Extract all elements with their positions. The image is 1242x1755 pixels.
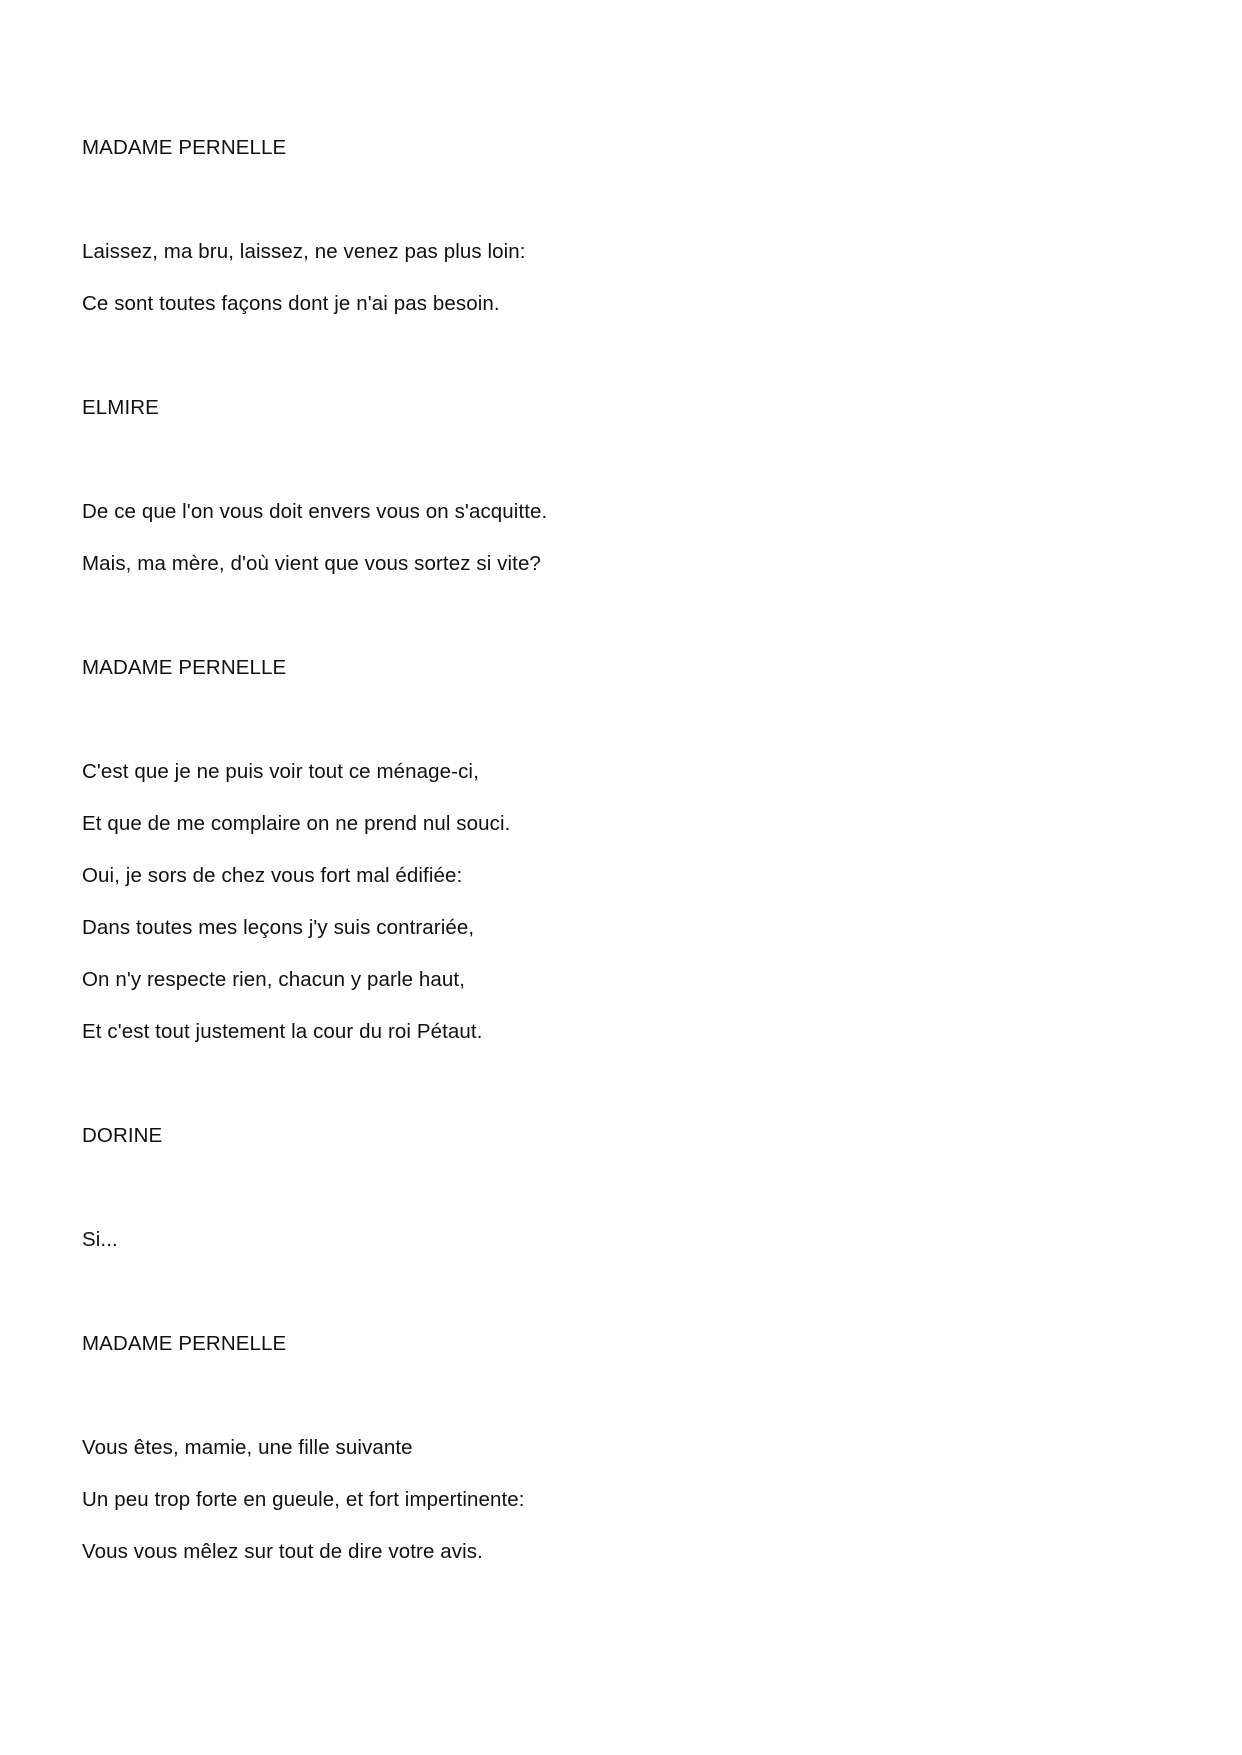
speaker-name: ELMIRE [82, 396, 159, 419]
speaker-name: MADAME PERNELLE [82, 656, 287, 679]
verse-line: Oui, je sors de chez vous fort mal édifiée: [82, 864, 463, 887]
verse-line: Ce sont toutes façons dont je n'ai pas besoin. [82, 292, 500, 315]
verse-line: Si... [82, 1228, 118, 1251]
verse-line: Un peu trop forte en gueule, et fort impertinente: [82, 1488, 525, 1511]
verse-line: Vous vous mêlez sur tout de dire votre avis. [82, 1540, 483, 1563]
speaker-name: DORINE [82, 1124, 163, 1147]
verse-line: Dans toutes mes leçons j'y suis contrariée, [82, 916, 475, 939]
verse-line: De ce que l'on vous doit envers vous on s'acquitte. [82, 500, 548, 523]
verse-line: Vous êtes, mamie, une fille suivante [82, 1436, 413, 1459]
verse-line: Laissez, ma bru, laissez, ne venez pas plus loin: [82, 240, 526, 263]
verse-line: Et c'est tout justement la cour du roi Pétaut. [82, 1020, 483, 1043]
verse-line: C'est que je ne puis voir tout ce ménage-ci, [82, 760, 479, 783]
verse-line: Et que de me complaire on ne prend nul souci. [82, 812, 511, 835]
speaker-name: MADAME PERNELLE [82, 136, 287, 159]
speaker-name: MADAME PERNELLE [82, 1332, 287, 1355]
verse-line: On n'y respecte rien, chacun y parle haut, [82, 968, 466, 991]
verse-line: Mais, ma mère, d'où vient que vous sortez si vite? [82, 552, 541, 575]
